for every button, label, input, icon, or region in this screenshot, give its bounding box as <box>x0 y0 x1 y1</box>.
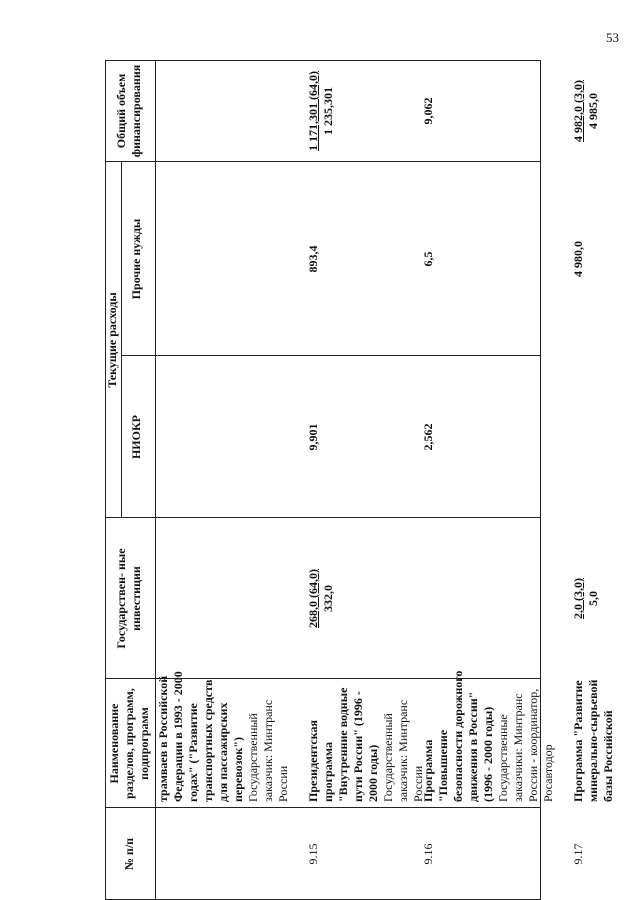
row-name: трамваев в Российской Федерации в 1993 - 2000 годах" ("Развитие транспортных средств для пассажирских перевозок") Государственный заказчик: Минтранс России <box>156 671 290 802</box>
header-gov-invest: Государствен- ные инвестиции <box>114 548 143 649</box>
total-value: 9,062 <box>421 97 435 125</box>
row-name: Программа "Повышение безопасности дорожного движения в России" (1996 - 2000 годы) Государственные заказчики: Минтранс России - координатор, Росавтодор <box>421 670 555 802</box>
header-other-needs: Прочие нужды <box>129 218 143 300</box>
table-row <box>156 60 306 900</box>
niokr-value: 2,562 <box>421 423 435 451</box>
header-num: № п/п <box>122 837 136 871</box>
financing-table <box>48 60 618 900</box>
other-needs-value: 4 980,0 <box>571 241 585 277</box>
row-num: 9.15 <box>306 843 320 865</box>
header-current-expenses: Текущие расходы <box>105 292 119 388</box>
other-needs-value: 6,5 <box>421 251 435 267</box>
gov-invest-value: 268,0 (64,0) 332,0 <box>306 569 335 628</box>
header-name: Наименование разделов, программ, подпрограмм <box>107 688 151 799</box>
header-niokr: НИОКР <box>129 414 143 460</box>
gov-invest-value: 2,0 (3,0) 5,0 <box>571 578 600 619</box>
header-total-financing: Общий объем финансирования <box>114 64 143 158</box>
total-value: 1 171,301 (64,0) 1 235,301 <box>306 71 335 151</box>
page-number: 53 <box>606 30 619 45</box>
row-num: 9.17 <box>571 843 585 865</box>
niokr-value: 9,901 <box>306 423 320 451</box>
other-needs-value: 893,4 <box>306 245 320 273</box>
table-row <box>421 60 571 900</box>
table-row <box>571 60 618 900</box>
row-num: 9.16 <box>421 843 435 865</box>
row-name: Президентская программа "Внутренние водные пути России" (1996 - 2000 годы) Государственный заказчик: Минтранс России <box>306 687 425 802</box>
table-row <box>306 60 425 900</box>
total-value: 4 982,0 (3,0) 4 985,0 <box>571 80 600 142</box>
row-name: Программа "Развитие минерально-сырьевой базы Российской <box>571 679 615 802</box>
